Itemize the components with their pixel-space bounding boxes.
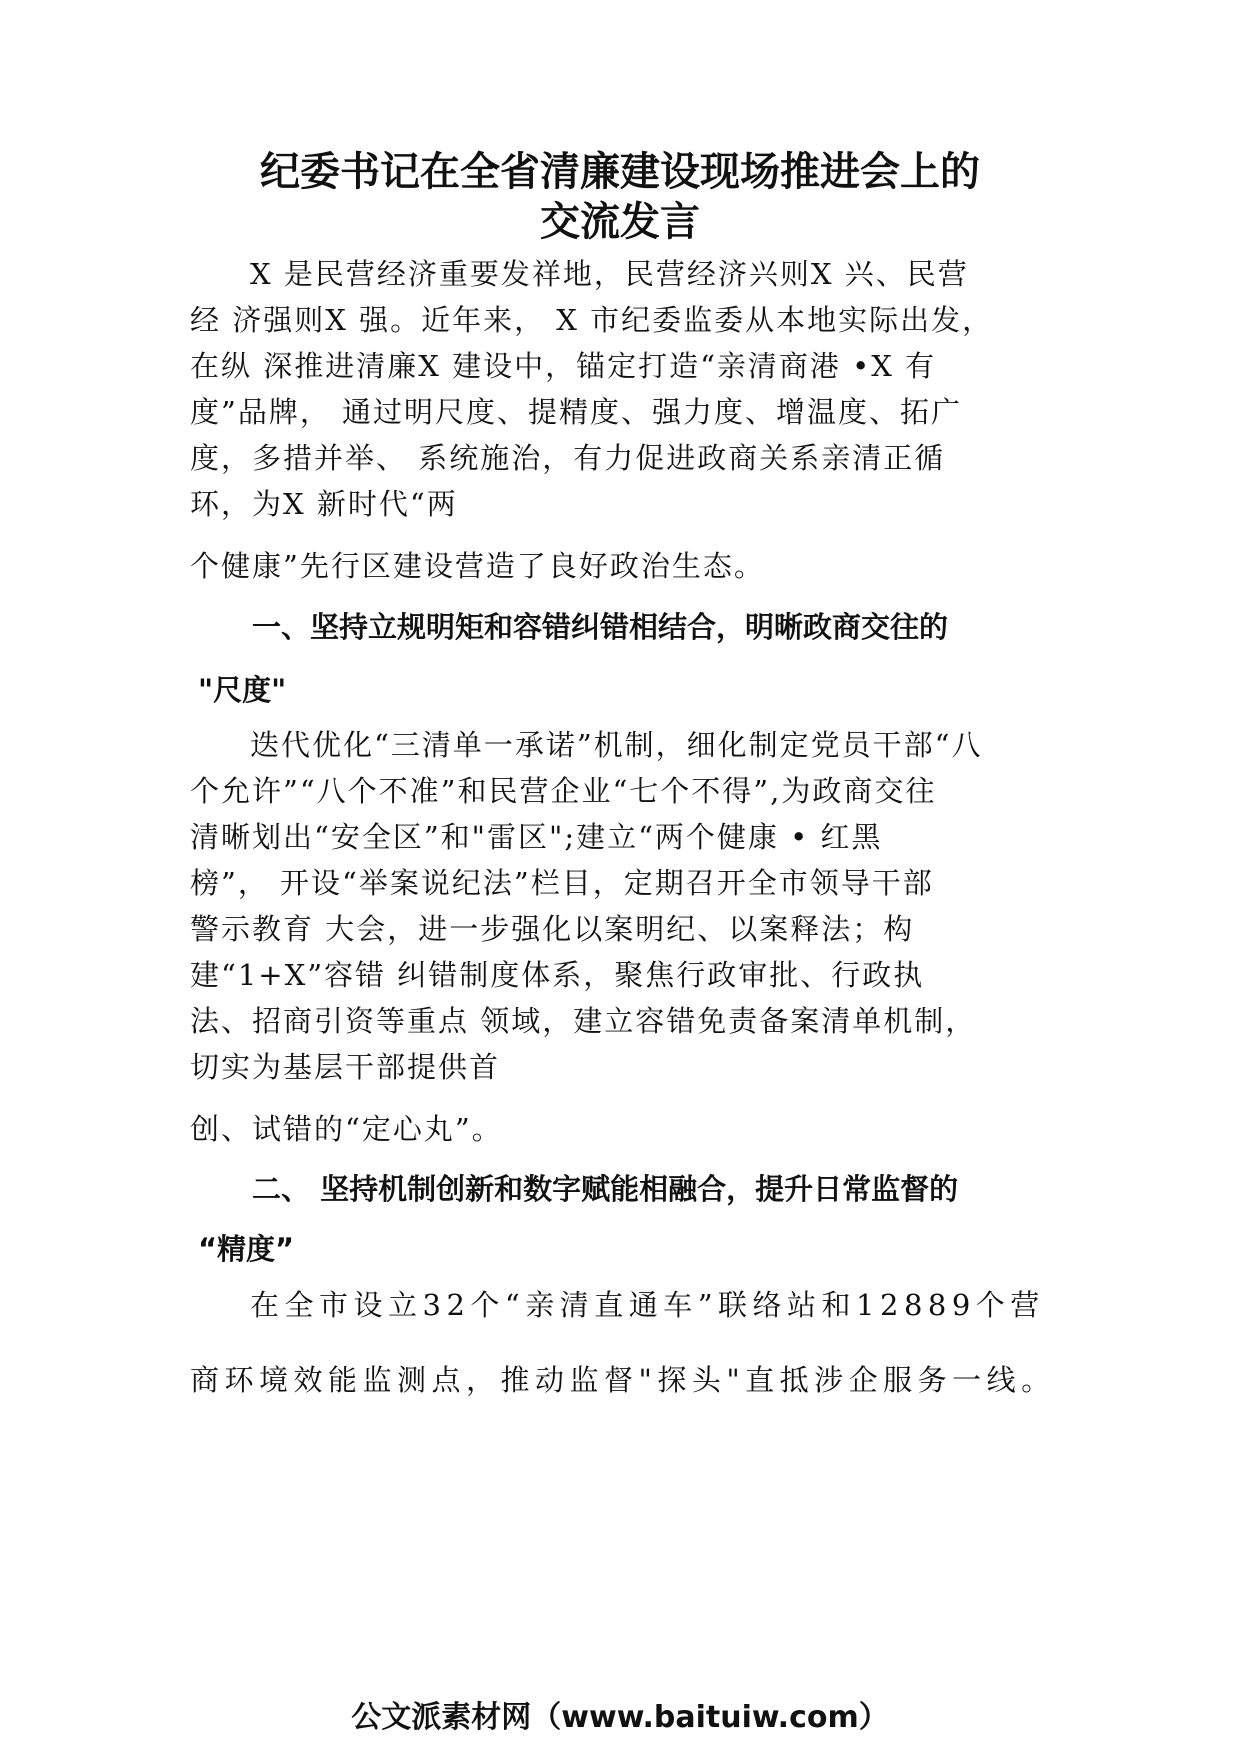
intro-line-1: X 是民营经济重要发祥地，民营经济兴则X 兴、民营 [250, 257, 969, 291]
section-1-heading-line-1: 一、坚持立规明矩和容错纠错相结合，明晰政商交往的 [252, 610, 949, 644]
section-1-line-2: 个允许”“八个不准”和民营企业“七个不得”,为政商交往 [190, 774, 937, 808]
section-1-line-3: 清晰划出“安全区”和"雷区";建立“两个健康 • 红黑 [190, 820, 883, 854]
section-2-line-1: 在全市设立32个“亲清直通车”联络站和12889个营 [250, 1288, 1045, 1322]
section-1-line-4: 榜”， 开设“举案说纪法”栏目，定期召开全市领导干部 [190, 866, 934, 900]
section-1-line-7: 法、招商引资等重点 领域，建立容错免责备案清单机制， [190, 1004, 977, 1038]
section-2-line-2: 商环境效能监测点，推动监督"探头"直抵涉企服务一线。 [190, 1363, 1056, 1397]
document-title-line-2: 交流发言 [540, 199, 700, 245]
intro-line-6: 环，为X 新时代“两 [190, 487, 458, 521]
section-1-heading-line-2: "尺度" [198, 673, 287, 707]
section-1-line-8: 切实为基层干部提供首 [190, 1050, 501, 1084]
intro-line-2: 经 济强则X 强。近年来， X 市纪委监委从本地实际出发， [190, 303, 994, 337]
section-1-line-5: 警示教育 大会，进一步强化以案明纪、以案释法；构 [190, 912, 915, 946]
section-1-line-9: 创、试错的“定心丸”。 [190, 1112, 503, 1146]
intro-line-4: 度”品牌， 通过明尺度、提精度、强力度、增温度、拓广 [190, 395, 963, 429]
section-2-heading-line-2: “精度” [198, 1232, 295, 1266]
section-1-line-6: 建“1+X”容错 纠错制度体系，聚焦行政审批、行政执 [190, 958, 925, 992]
section-1-line-1: 迭代优化“三清单一承诺”机制，细化制定党员干部“八 [250, 728, 983, 762]
intro-line-7: 个健康”先行区建设营造了良好政治生态。 [190, 549, 765, 583]
footer-source: 公文派素材网（www.baituiw.com） [351, 1700, 889, 1735]
section-2-heading-line-1: 二、 坚持机制创新和数字赋能相融合，提升日常监督的 [252, 1172, 959, 1206]
intro-line-3: 在纵 深推进清廉X 建设中，锚定打造“亲清商港 •X 有 [190, 349, 937, 383]
intro-line-5: 度，多措并举、 系统施治，有力促进政商关系亲清正循 [190, 441, 946, 475]
document-title-line-1: 纪委书记在全省清廉建设现场推进会上的 [260, 149, 980, 195]
